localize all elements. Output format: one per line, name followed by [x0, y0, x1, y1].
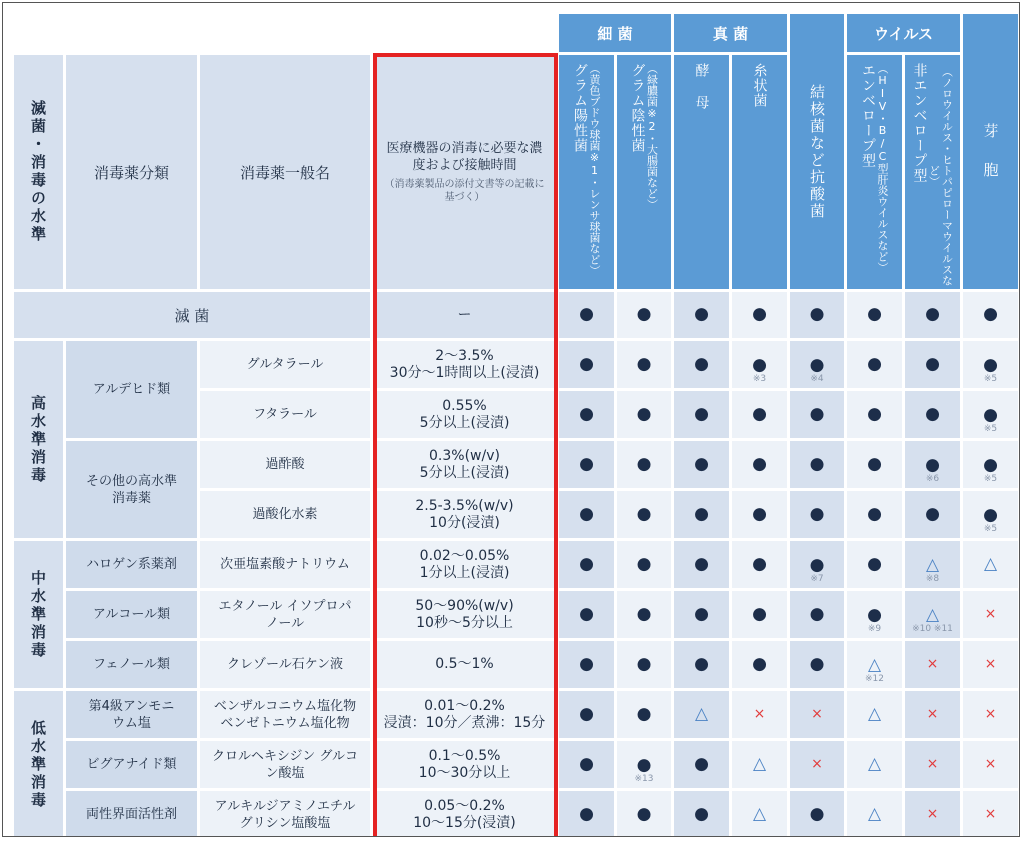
row-8-mark-cell-1 — [617, 691, 671, 738]
row-7-concentration-value: 0.5～1% — [435, 656, 494, 672]
row-6-mark-1-dot: ● — [636, 604, 652, 624]
row-8-mark-1-dot: ● — [636, 704, 652, 724]
row-0-mark-cell-7 — [963, 292, 1018, 338]
row-4-mark-3-dot: ● — [752, 504, 767, 524]
row-5-mark-cell-1 — [617, 541, 671, 588]
row-4-mark-7-dot: ● — [983, 505, 998, 525]
row-6-contact-time: 10秒～5分以上 — [416, 614, 513, 631]
row-9-mark-0-dot: ● — [579, 754, 594, 774]
header-level: 滅菌・消毒の水準 — [14, 55, 63, 289]
row-8-mark-4-cross: × — [811, 706, 823, 722]
category-halogen: ハロゲン系薬剤 — [66, 541, 197, 588]
row-9-mark-cell-0 — [559, 741, 614, 788]
header-enveloped: エンベロープ型 （HIV・B/C型肝炎ウイルスなど） — [847, 55, 902, 289]
row-7-mark-0-dot: ● — [579, 654, 594, 674]
row-10-mark-3-tri: △ — [752, 804, 767, 824]
row-6-agent-name — [200, 591, 370, 638]
row-0-mark-cell-1 — [617, 292, 671, 338]
row-4-mark-cell-1 — [617, 491, 671, 538]
row-10-mark-cell-1 — [617, 791, 671, 837]
row-9-mark-2-dot: ● — [694, 754, 709, 774]
row-3-mark-cell-0 — [559, 441, 614, 488]
row-3-concentration-value: 0.3%(w/v) — [429, 447, 500, 464]
row-4-mark-2-dot: ● — [694, 504, 709, 524]
row-7-mark-2-dot: ● — [694, 654, 709, 674]
row-2-mark-cell-1 — [617, 391, 671, 438]
row-2-mark-4-dot: ● — [809, 404, 825, 424]
row-10-mark-0-dot: ● — [579, 804, 594, 824]
row-4-mark-6-dot: ● — [925, 504, 940, 524]
row-5-mark-7-tri: △ — [983, 554, 998, 574]
row-6-mark-6-tri: △ — [925, 605, 940, 625]
group-high-level: 高水準消毒 — [14, 341, 63, 538]
row-9-note-1: ※13 — [634, 774, 654, 784]
row-5-mark-cell-4 — [790, 541, 844, 588]
row-2-mark-cell-5 — [847, 391, 902, 438]
row-3-mark-3-dot: ● — [752, 454, 767, 474]
row-10-concentration — [373, 791, 556, 837]
row-2-agent-name-text: フタラール — [253, 407, 317, 422]
row-6-note-6: ※10 ※11 — [912, 624, 953, 634]
row-7-mark-cell-5 — [847, 641, 902, 688]
row-3-mark-cell-6 — [905, 441, 960, 488]
row-2-mark-cell-6 — [905, 391, 960, 438]
row-4-mark-5-dot: ● — [867, 504, 882, 524]
row-9-mark-cell-6 — [905, 741, 960, 788]
row-2-mark-cell-0 — [559, 391, 614, 438]
header-bacteria: 細 菌 — [559, 14, 671, 52]
row-9-mark-cell-2 — [674, 741, 729, 788]
row-1-mark-cell-7 — [963, 341, 1018, 388]
row-5-mark-3-dot: ● — [752, 554, 767, 574]
row-sterilization-label: 滅 菌 — [14, 292, 370, 338]
row-3-mark-cell-5 — [847, 441, 902, 488]
row-1-note-3: ※3 — [752, 374, 767, 384]
row-8-contact-time: 浸漬：10分／煮沸：15分 — [383, 714, 546, 731]
row-1-mark-1-dot: ● — [636, 354, 652, 374]
row-5-mark-2-dot: ● — [694, 554, 709, 574]
row-7-mark-cell-4 — [790, 641, 844, 688]
row-7-mark-4-dot: ● — [809, 654, 825, 674]
row-3-contact-time: 5分以上(浸漬) — [419, 464, 510, 481]
row-9-mark-cell-5 — [847, 741, 902, 788]
row-3-note-6: ※6 — [925, 474, 940, 484]
row-1-agent-name — [200, 341, 370, 388]
row-1-concentration — [373, 341, 556, 388]
row-1-mark-cell-1 — [617, 341, 671, 388]
row-9-mark-cell-4 — [790, 741, 844, 788]
row-4-mark-cell-2 — [674, 491, 729, 538]
header-name: 消毒薬一般名 — [200, 55, 370, 289]
row-1-mark-5-dot: ● — [867, 354, 882, 374]
row-8-mark-2-tri: △ — [694, 704, 709, 724]
row-8-mark-cell-7 — [963, 691, 1018, 738]
row-2-mark-7-dot: ● — [983, 405, 998, 425]
row-10-mark-1-dot: ● — [636, 804, 652, 824]
row-1-mark-cell-0 — [559, 341, 614, 388]
row-9-contact-time: 10～30分以上 — [418, 764, 511, 781]
row-5-mark-0-dot: ● — [579, 554, 594, 574]
row-7-note-5: ※12 — [865, 674, 884, 684]
header-mold: 糸状菌 — [732, 55, 787, 289]
row-10-mark-cell-6 — [905, 791, 960, 837]
row-6-mark-cell-6 — [905, 591, 960, 638]
row-6-mark-0-dot: ● — [579, 604, 594, 624]
header-concentration-note: （消毒薬製品の添付文書等の記載に基づく） — [384, 179, 545, 203]
row-9-mark-cell-1 — [617, 741, 671, 788]
row-0-mark-1-dot: ● — [636, 304, 652, 324]
row-1-mark-4-dot: ● — [809, 355, 825, 375]
category-phenol: フェノール類 — [66, 641, 197, 688]
row-2-mark-cell-4 — [790, 391, 844, 438]
row-6-mark-cell-5 — [847, 591, 902, 638]
row-6-mark-7-cross: × — [984, 606, 997, 622]
row-2-contact-time: 5分以上(浸漬) — [419, 414, 510, 431]
row-1-mark-cell-2 — [674, 341, 729, 388]
row-8-concentration-value: 0.01～0.2% — [424, 697, 505, 714]
row-8-mark-cell-6 — [905, 691, 960, 738]
row-10-agent-name-text: アルキルジアミノエチル グリシン塩酸塩 — [214, 798, 356, 831]
row-5-mark-5-dot: ● — [867, 554, 882, 574]
row-0-mark-5-dot: ● — [867, 304, 882, 324]
header-virus: ウイルス — [847, 14, 960, 52]
row-9-mark-4-cross: × — [811, 756, 823, 772]
header-yeast: 酵 母 — [674, 55, 729, 289]
row-3-mark-cell-7 — [963, 441, 1018, 488]
row-5-agent-name-text: 次亜塩素酸ナトリウム — [220, 557, 350, 572]
row-5-concentration — [373, 541, 556, 588]
row-3-mark-cell-2 — [674, 441, 729, 488]
category-other-high — [66, 441, 197, 538]
row-3-mark-6-dot: ● — [925, 455, 940, 475]
row-6-agent-name-text: エタノール イソプロパノール — [218, 598, 352, 631]
row-8-mark-0-dot: ● — [579, 704, 594, 724]
row-10-concentration-value: 0.05～0.2% — [424, 797, 505, 814]
row-5-agent-name — [200, 541, 370, 588]
row-6-mark-cell-3 — [732, 591, 787, 638]
row-10-contact-time: 10～15分(浸漬) — [413, 814, 516, 831]
row-4-mark-0-dot: ● — [579, 504, 594, 524]
row-6-mark-cell-7 — [963, 591, 1018, 638]
row-10-agent-name — [200, 791, 370, 837]
row-7-mark-3-dot: ● — [752, 654, 767, 674]
row-9-mark-1-dot: ● — [636, 755, 652, 775]
header-spore: 芽 胞 — [963, 14, 1018, 289]
row-1-mark-0-dot: ● — [579, 354, 594, 374]
row-2-concentration-value: 0.55% — [442, 397, 487, 414]
row-9-agent-name-text: クロルヘキシジン グルコン酸塩 — [212, 748, 358, 781]
row-7-mark-7-cross: × — [984, 656, 997, 672]
row-1-mark-cell-6 — [905, 341, 960, 388]
row-8-agent-name-text: ベンザルコニウム塩化物 ベンゼトニウム塩化物 — [213, 698, 357, 731]
header-gram-negative: グラム陰性菌 （緑膿菌※2・大腸菌など） — [617, 55, 671, 289]
row-7-mark-cell-0 — [559, 641, 614, 688]
row-10-mark-4-dot: ● — [809, 804, 825, 824]
row-0-mark-6-dot: ● — [925, 304, 940, 324]
row-9-mark-6-cross: × — [926, 756, 939, 772]
row-5-note-6: ※8 — [925, 574, 940, 584]
row-4-mark-cell-0 — [559, 491, 614, 538]
row-3-mark-5-dot: ● — [867, 454, 882, 474]
row-0-mark-7-dot: ● — [983, 304, 998, 324]
row-4-note-7: ※5 — [983, 524, 998, 534]
row-3-mark-2-dot: ● — [694, 454, 709, 474]
row-1-mark-cell-5 — [847, 341, 902, 388]
row-2-mark-cell-2 — [674, 391, 729, 438]
row-0-mark-cell-2 — [674, 292, 729, 338]
row-2-mark-3-dot: ● — [752, 404, 767, 424]
row-3-note-7: ※5 — [983, 474, 998, 484]
row-6-mark-cell-1 — [617, 591, 671, 638]
row-10-mark-cell-2 — [674, 791, 729, 837]
row-2-concentration — [373, 391, 556, 438]
row-1-mark-7-dot: ● — [983, 355, 998, 375]
row-6-mark-cell-0 — [559, 591, 614, 638]
header-fungi: 真 菌 — [674, 14, 787, 52]
row-7-mark-cell-6 — [905, 641, 960, 688]
row-7-mark-cell-3 — [732, 641, 787, 688]
row-3-agent-name-text: 過酢酸 — [265, 457, 305, 472]
row-6-mark-3-dot: ● — [752, 604, 767, 624]
row-2-agent-name — [200, 391, 370, 438]
row-8-mark-cell-4 — [790, 691, 844, 738]
row-1-agent-name-text: グルタラール — [246, 357, 324, 372]
row-1-mark-cell-3 — [732, 341, 787, 388]
row-1-mark-6-dot: ● — [925, 354, 940, 374]
row-3-mark-cell-4 — [790, 441, 844, 488]
row-9-concentration — [373, 741, 556, 788]
row-1-concentration-value: 2～3.5% — [435, 347, 494, 364]
row-10-mark-cell-3 — [732, 791, 787, 837]
row-5-mark-cell-3 — [732, 541, 787, 588]
row-4-concentration-value: 2.5-3.5%(w/v) — [415, 497, 514, 514]
row-2-mark-0-dot: ● — [579, 404, 594, 424]
row-8-mark-6-cross: × — [926, 706, 939, 722]
row-8-mark-3-cross: × — [753, 706, 766, 722]
row-8-mark-cell-0 — [559, 691, 614, 738]
row-5-mark-cell-2 — [674, 541, 729, 588]
row-2-mark-6-dot: ● — [925, 404, 940, 424]
row-8-mark-cell-2 — [674, 691, 729, 738]
row-2-mark-1-dot: ● — [636, 404, 652, 424]
row-6-concentration — [373, 591, 556, 638]
row-10-mark-5-tri: △ — [867, 804, 882, 824]
row-3-agent-name — [200, 441, 370, 488]
row-2-mark-cell-7 — [963, 391, 1018, 438]
row-6-mark-2-dot: ● — [694, 604, 709, 624]
row-0-mark-3-dot: ● — [752, 304, 767, 324]
row-0-mark-cell-4 — [790, 292, 844, 338]
row-10-mark-cell-5 — [847, 791, 902, 837]
row-7-mark-cell-2 — [674, 641, 729, 688]
row-9-mark-3-tri: △ — [752, 754, 767, 774]
row-3-mark-4-dot: ● — [809, 454, 825, 474]
row-5-mark-cell-6 — [905, 541, 960, 588]
row-5-mark-cell-5 — [847, 541, 902, 588]
row-2-note-7: ※5 — [983, 424, 998, 434]
category-amphoteric: 両性界面活性剤 — [66, 791, 197, 837]
row-7-mark-6-cross: × — [926, 656, 939, 672]
row-5-contact-time: 1分以上(浸漬) — [419, 564, 510, 581]
row-4-mark-4-dot: ● — [809, 504, 825, 524]
row-1-note-4: ※4 — [810, 374, 824, 384]
header-tuberculosis: 結核菌など抗酸菌 — [790, 14, 844, 289]
row-5-mark-4-dot: ● — [809, 555, 825, 575]
category-other-high-label: その他の高水準消毒薬 — [85, 473, 177, 506]
row-8-mark-cell-5 — [847, 691, 902, 738]
row-1-note-7: ※5 — [983, 374, 998, 384]
row-8-mark-cell-3 — [732, 691, 787, 738]
row-1-mark-2-dot: ● — [694, 354, 709, 374]
row-4-mark-cell-5 — [847, 491, 902, 538]
category-aldehyde: アルデヒド類 — [66, 341, 197, 438]
header-category: 消毒薬分類 — [66, 55, 197, 289]
row-0-mark-cell-5 — [847, 292, 902, 338]
row-5-mark-1-dot: ● — [636, 554, 652, 574]
row-7-mark-1-dot: ● — [636, 654, 652, 674]
row-10-mark-7-cross: × — [984, 806, 997, 822]
row-4-mark-1-dot: ● — [636, 504, 652, 524]
row-2-mark-2-dot: ● — [694, 404, 709, 424]
row-10-mark-6-cross: × — [926, 806, 939, 822]
category-quat — [66, 691, 197, 738]
row-0-mark-2-dot: ● — [694, 304, 709, 324]
disinfectant-efficacy-table — [2, 2, 1020, 837]
row-5-mark-cell-0 — [559, 541, 614, 588]
row-9-mark-5-tri: △ — [867, 754, 882, 774]
row-9-agent-name — [200, 741, 370, 788]
header-non-enveloped: 非エンベロープ型 （ノロウイルス・ヒトパピローマウイルスなど） — [905, 55, 960, 289]
row-0-mark-cell-0 — [559, 292, 614, 338]
row-7-agent-name — [200, 641, 370, 688]
row-0-concentration — [373, 292, 556, 338]
row-7-mark-cell-7 — [963, 641, 1018, 688]
category-biguanide: ビグアナイド類 — [66, 741, 197, 788]
row-3-mark-0-dot: ● — [579, 454, 594, 474]
row-6-concentration-value: 50～90%(w/v) — [415, 597, 514, 614]
row-5-concentration-value: 0.02～0.05% — [419, 547, 510, 564]
row-7-mark-cell-1 — [617, 641, 671, 688]
row-4-mark-cell-7 — [963, 491, 1018, 538]
row-8-concentration — [373, 691, 556, 738]
group-mid-level: 中水準消毒 — [14, 541, 63, 688]
row-4-contact-time: 10分(浸漬) — [429, 514, 500, 531]
row-10-mark-2-dot: ● — [694, 804, 709, 824]
row-1-mark-3-dot: ● — [752, 355, 767, 375]
row-3-mark-cell-3 — [732, 441, 787, 488]
row-5-mark-6-tri: △ — [925, 555, 940, 575]
row-1-contact-time: 30分～1時間以上(浸漬) — [389, 364, 540, 381]
header-gram-positive: グラム陽性菌 （黄色ブドウ球菌※1・レンサ球菌など） — [559, 55, 614, 289]
row-3-mark-1-dot: ● — [636, 454, 652, 474]
row-1-mark-cell-4 — [790, 341, 844, 388]
row-6-mark-cell-4 — [790, 591, 844, 638]
row-9-mark-cell-3 — [732, 741, 787, 788]
row-4-mark-cell-6 — [905, 491, 960, 538]
row-4-mark-cell-4 — [790, 491, 844, 538]
row-9-mark-7-cross: × — [984, 756, 997, 772]
row-4-concentration — [373, 491, 556, 538]
row-4-mark-cell-3 — [732, 491, 787, 538]
category-quat-label: 第4級アンモニウム塩 — [88, 698, 175, 731]
row-9-concentration-value: 0.1～0.5% — [428, 747, 501, 764]
row-6-note-5: ※9 — [867, 624, 882, 634]
row-3-mark-7-dot: ● — [983, 455, 998, 475]
row-2-mark-5-dot: ● — [867, 404, 882, 424]
row-7-concentration — [373, 641, 556, 688]
row-0-mark-4-dot: ● — [809, 304, 825, 324]
row-10-mark-cell-7 — [963, 791, 1018, 837]
row-3-mark-cell-1 — [617, 441, 671, 488]
row-0-mark-cell-6 — [905, 292, 960, 338]
row-9-mark-cell-7 — [963, 741, 1018, 788]
row-2-mark-cell-3 — [732, 391, 787, 438]
row-7-mark-5-tri: △ — [867, 655, 882, 675]
row-0-mark-0-dot: ● — [579, 304, 594, 324]
row-3-concentration — [373, 441, 556, 488]
header-concentration — [373, 55, 556, 289]
header-concentration-main: 医療機器の消毒に必要な濃度および接触時間 — [386, 141, 543, 173]
row-8-agent-name — [200, 691, 370, 738]
row-0-mark-cell-3 — [732, 292, 787, 338]
row-5-note-4: ※7 — [810, 574, 824, 584]
row-7-agent-name-text: クレゾール石ケン液 — [226, 657, 344, 672]
row-6-mark-4-dot: ● — [809, 604, 825, 624]
row-10-mark-cell-4 — [790, 791, 844, 837]
row-4-agent-name — [200, 491, 370, 538]
row-10-mark-cell-0 — [559, 791, 614, 837]
row-6-mark-5-dot: ● — [867, 605, 882, 625]
row-0-concentration-value: ー — [457, 306, 472, 323]
category-alcohol: アルコール類 — [66, 591, 197, 638]
row-5-mark-cell-7 — [963, 541, 1018, 588]
row-8-mark-7-cross: × — [984, 706, 997, 722]
row-6-mark-cell-2 — [674, 591, 729, 638]
row-4-agent-name-text: 過酸化水素 — [252, 507, 318, 522]
row-8-mark-5-tri: △ — [867, 704, 882, 724]
group-low-level: 低水準消毒 — [14, 691, 63, 837]
